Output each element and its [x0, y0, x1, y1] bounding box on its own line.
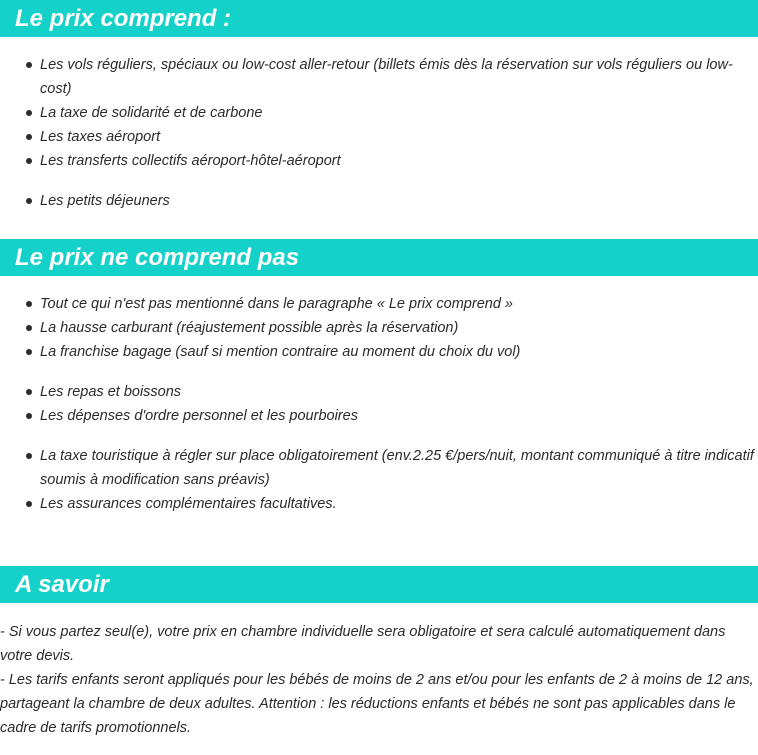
section-title-included: Le prix comprend : — [15, 5, 232, 32]
info-paragraph: - Les tarifs enfants seront appliqués pour les bébés de moins de 2 ans et/ou pour les enfants de 2 à moins de 12 ans, partageant la chambre de deux adultes. Attention : les réductions enfants et bébés ne sont pas applicables dans le cadre de tarifs promotionnels. — [0, 672, 754, 736]
list-item: Les repas et boissons — [0, 380, 758, 404]
list-item: La taxe de solidarité et de carbone — [0, 101, 758, 125]
list-item: Les dépenses d'ordre personnel et les pourboires — [0, 404, 758, 428]
section-header-included — [0, 0, 758, 37]
list-item: Tout ce qui n'est pas mentionné dans le paragraphe « Le prix comprend » — [0, 292, 758, 316]
section-header-excluded — [0, 239, 758, 276]
info-notes — [0, 620, 756, 740]
list-item: Les vols réguliers, spéciaux ou low-cost aller-retour (billets émis dès la réservation sur vols réguliers ou low-cost) — [0, 53, 758, 101]
info-paragraph: - Si vous partez seul(e), votre prix en chambre individuelle sera obligatoire et sera calculé automatiquement dans votre devis. — [0, 624, 726, 664]
excluded-list — [0, 292, 758, 516]
list-item: Les assurances complémentaires facultatives. — [0, 492, 758, 516]
section-header-info — [0, 566, 758, 603]
section-title-excluded: Le prix ne comprend pas — [15, 244, 300, 271]
list-item: Les taxes aéroport — [0, 125, 758, 149]
list-item: La hausse carburant (réajustement possible après la réservation) — [0, 316, 758, 340]
list-item: La taxe touristique à régler sur place obligatoirement (env.2.25 €/pers/nuit, montant communiqué à titre indicatif soumis à modification sans préavis) — [0, 444, 758, 492]
list-item: Les transferts collectifs aéroport-hôtel-aéroport — [0, 149, 758, 173]
section-title-info: A savoir — [15, 571, 109, 598]
list-item: Les petits déjeuners — [0, 189, 758, 213]
included-list — [0, 53, 758, 213]
list-item: La franchise bagage (sauf si mention contraire au moment du choix du vol) — [0, 340, 758, 364]
